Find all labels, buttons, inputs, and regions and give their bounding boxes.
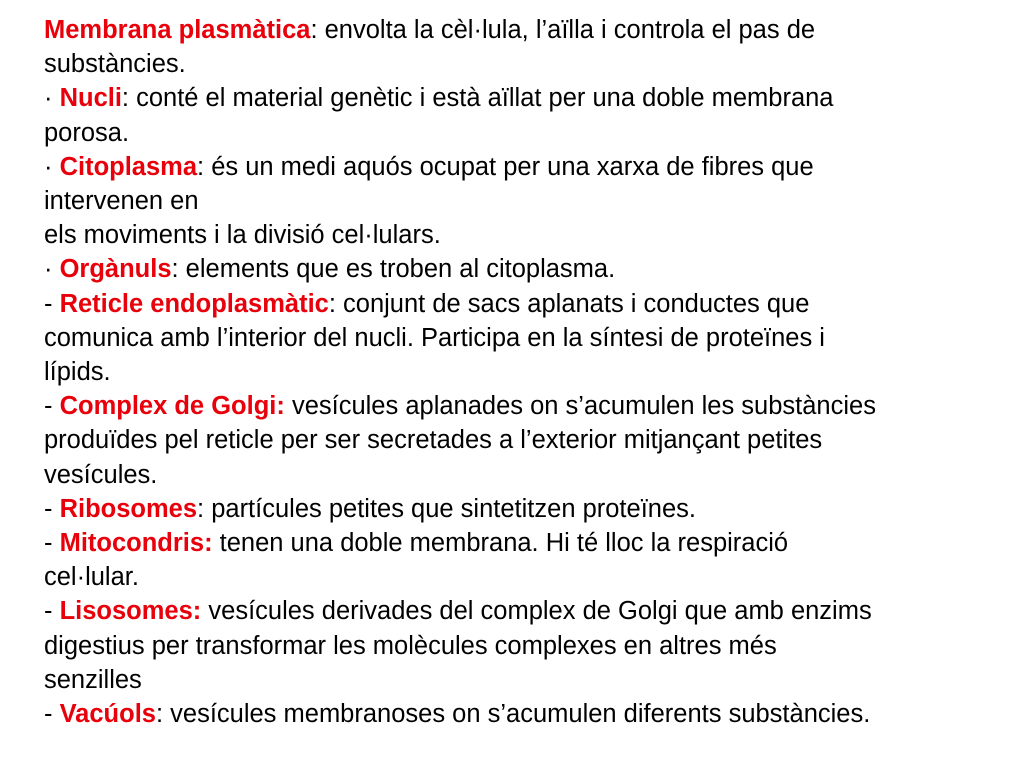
line-text: : partícules petites que sintetitzen proteïnes. <box>197 494 696 523</box>
text-line <box>44 594 984 628</box>
line-text: : és un medi aquós ocupat per una xarxa de fibres que <box>197 152 814 181</box>
line-text: substàncies. <box>44 50 186 79</box>
slide-text-body <box>44 13 984 731</box>
term-membrana-plasmatica: Membrana plasmàtica <box>44 16 311 44</box>
line-text: tenen una doble membrana. Hi té lloc la respiració <box>212 529 789 558</box>
text-line <box>44 218 984 252</box>
line-text: vesícules aplanades on s’acumulen les substàncies <box>284 392 876 421</box>
text-line <box>44 116 984 150</box>
line-prefix: · <box>44 255 60 284</box>
term-citoplasma: Citoplasma <box>59 152 198 181</box>
line-text: digestius per transformar les molècules complexes en altres més <box>44 631 777 660</box>
line-prefix: - <box>44 494 60 523</box>
text-line <box>44 458 984 492</box>
text-line <box>44 526 984 560</box>
text-line <box>44 629 984 663</box>
line-text: : vesícules membranoses on s’acumulen diferents substàncies. <box>155 700 871 729</box>
text-line <box>44 184 984 218</box>
line-text: : elements que es troben al citoplasma. <box>171 255 616 284</box>
line-text: senzilles <box>44 665 142 694</box>
term-complex-de-golgi: Complex de Golgi: <box>59 392 285 421</box>
line-prefix: - <box>44 597 60 626</box>
line-prefix: - <box>44 700 60 729</box>
text-line <box>44 697 984 731</box>
text-line <box>44 287 984 321</box>
text-line <box>44 150 984 184</box>
term-vacuols: Vacúols <box>59 700 156 729</box>
line-prefix: - <box>44 289 60 318</box>
line-text: : conté el material genètic i està aïllat per una doble membrana <box>121 84 834 113</box>
text-line <box>44 663 984 697</box>
term-reticle-endoplasmatic: Reticle endoplasmàtic <box>59 289 329 318</box>
text-line <box>44 492 984 526</box>
term-organuls: Orgànuls <box>59 255 172 284</box>
line-prefix: · <box>44 84 60 113</box>
text-line <box>44 81 984 115</box>
term-nucli: Nucli <box>59 84 122 113</box>
term-ribosomes: Ribosomes <box>59 494 198 523</box>
line-prefix: - <box>44 392 60 421</box>
text-line <box>44 321 984 355</box>
line-text: vesícules. <box>44 460 158 489</box>
text-line <box>44 389 984 423</box>
line-text: comunica amb l’interior del nucli. Participa en la síntesi de proteïnes i <box>44 323 825 352</box>
text-line <box>44 13 984 47</box>
line-text: : conjunt de sacs aplanats i conductes que <box>328 289 810 318</box>
line-text: intervenen en <box>44 187 199 216</box>
line-prefix: · <box>44 152 60 181</box>
line-text: cel·lular. <box>44 563 139 592</box>
line-text: porosa. <box>44 118 130 147</box>
line-text: : envolta la cèl·lula, l’aïlla i controla el pas de <box>310 16 816 44</box>
line-text: vesícules derivades del complex de Golgi que amb enzims <box>201 597 872 626</box>
text-line <box>44 423 984 457</box>
line-text: produïdes pel reticle per ser secretades a l’exterior mitjançant petites <box>44 426 823 455</box>
text-line <box>44 355 984 389</box>
term-mitocondris: Mitocondris: <box>59 529 213 558</box>
text-line <box>44 47 984 81</box>
line-prefix: - <box>44 529 60 558</box>
line-text: lípids. <box>44 358 111 387</box>
line-text: els moviments i la divisió cel·lulars. <box>44 221 441 250</box>
term-lisosomes: Lisosomes: <box>59 597 202 626</box>
text-line <box>44 560 984 594</box>
text-line <box>44 252 984 286</box>
